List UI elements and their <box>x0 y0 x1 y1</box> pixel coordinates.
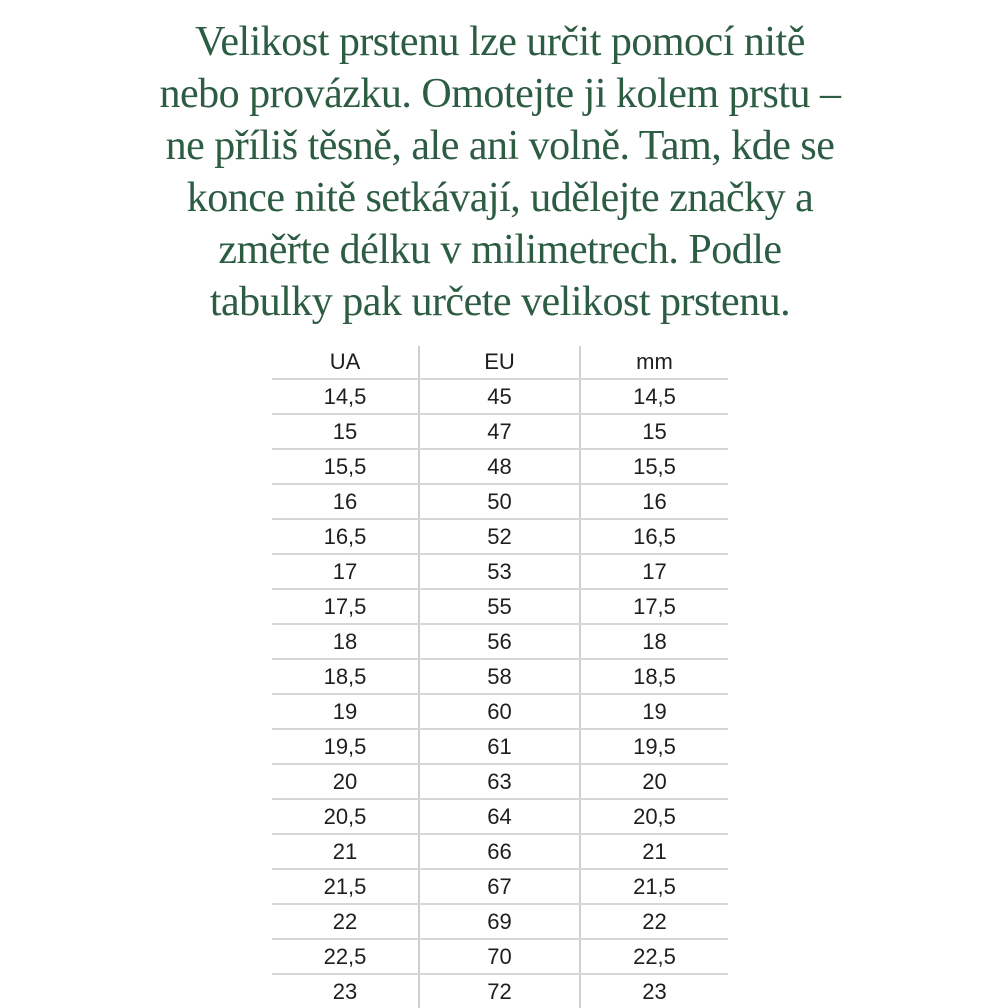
table-cell: 23 <box>642 978 667 1004</box>
table-row <box>272 414 728 449</box>
table-cell: 21 <box>580 834 728 869</box>
instruction-line: Velikost prstenu lze určit pomocí nitě <box>195 19 805 65</box>
instruction-line: změřte délku v milimetrech. Podle <box>218 227 782 273</box>
table-row <box>272 624 728 659</box>
table-cell: 45 <box>419 379 580 414</box>
table-row <box>272 799 728 834</box>
table-row <box>272 519 728 554</box>
table-cell: 21,5 <box>580 869 728 904</box>
table-cell: 16 <box>272 484 419 519</box>
table-cell: 56 <box>419 624 580 659</box>
table-cell: 17 <box>580 554 728 589</box>
table-cell: 16 <box>580 484 728 519</box>
table-cell: 47 <box>419 414 580 449</box>
table-cell: 17 <box>272 554 419 589</box>
table-cell: 72 <box>419 974 580 1008</box>
table-row <box>272 554 728 589</box>
table-row <box>272 379 728 414</box>
table-cell: 22,5 <box>272 939 419 974</box>
table-cell: 48 <box>419 449 580 484</box>
table-row <box>272 904 728 939</box>
ring-size-table <box>272 346 728 1008</box>
table-cell: 21 <box>272 834 419 869</box>
table-cell: 14,5 <box>580 379 728 414</box>
table-row <box>272 729 728 764</box>
instruction-line: tabulky pak určete velikost prstenu. <box>209 279 791 325</box>
table-cell: 66 <box>419 834 580 869</box>
table-cell: 20,5 <box>272 799 419 834</box>
table-cell: 69 <box>419 904 580 939</box>
table-cell: 50 <box>419 484 580 519</box>
table-cell: 15,5 <box>272 449 419 484</box>
table-cell: 18,5 <box>272 659 419 694</box>
table-cell: 15 <box>272 414 419 449</box>
table-cell: 67 <box>419 869 580 904</box>
header-row <box>272 346 728 379</box>
table-cell: 22 <box>580 904 728 939</box>
table-cell: 20,5 <box>580 799 728 834</box>
instruction-line: nebo provázku. Omotejte ji kolem prstu – <box>159 71 841 117</box>
table-cell: 58 <box>419 659 580 694</box>
column-header-mm: mm <box>580 346 728 379</box>
table-row <box>272 659 728 694</box>
table-cell: 60 <box>419 694 580 729</box>
column-header-eu: EU <box>419 346 580 379</box>
table-cell: 20 <box>580 764 728 799</box>
ring-size-instructions <box>0 0 1000 328</box>
ring-size-table-head <box>272 346 728 379</box>
table-row <box>272 589 728 624</box>
table-cell: 16,5 <box>272 519 419 554</box>
table-cell: 19,5 <box>580 729 728 764</box>
table-cell: 18,5 <box>580 659 728 694</box>
table-cell: 19 <box>272 694 419 729</box>
table-row <box>272 484 728 519</box>
table-cell: 22,5 <box>580 939 728 974</box>
table-row <box>272 834 728 869</box>
table-cell: 21,5 <box>272 869 419 904</box>
table-cell: 70 <box>419 939 580 974</box>
table-cell: 17,5 <box>580 589 728 624</box>
table-row <box>272 764 728 799</box>
table-cell: 22 <box>272 904 419 939</box>
table-cell: 19,5 <box>272 729 419 764</box>
table-cell: 61 <box>419 729 580 764</box>
table-cell: 63 <box>419 764 580 799</box>
table-cell: 52 <box>419 519 580 554</box>
table-cell: 15 <box>580 414 728 449</box>
table-cell: 16,5 <box>580 519 728 554</box>
instruction-line: ne příliš těsně, ale ani volně. Tam, kde se <box>165 123 835 169</box>
table-row <box>272 694 728 729</box>
table-cell: 23 <box>272 974 419 1008</box>
table-row <box>272 974 728 1008</box>
table-row <box>272 869 728 904</box>
table-cell: 14,5 <box>272 379 419 414</box>
table-row <box>272 939 728 974</box>
ring-size-table-body <box>272 379 728 1008</box>
instruction-line: konce nitě setkávají, udělejte značky a <box>186 175 814 221</box>
table-cell: 18 <box>272 624 419 659</box>
table-cell: 17,5 <box>272 589 419 624</box>
table-cell: 15,5 <box>580 449 728 484</box>
table-cell: 55 <box>419 589 580 624</box>
table-cell: 20 <box>272 764 419 799</box>
table-cell: 64 <box>419 799 580 834</box>
column-header-ua: UA <box>272 346 419 379</box>
table-cell: 19 <box>580 694 728 729</box>
table-cell: 18 <box>580 624 728 659</box>
table-cell: 53 <box>419 554 580 589</box>
table-row <box>272 449 728 484</box>
